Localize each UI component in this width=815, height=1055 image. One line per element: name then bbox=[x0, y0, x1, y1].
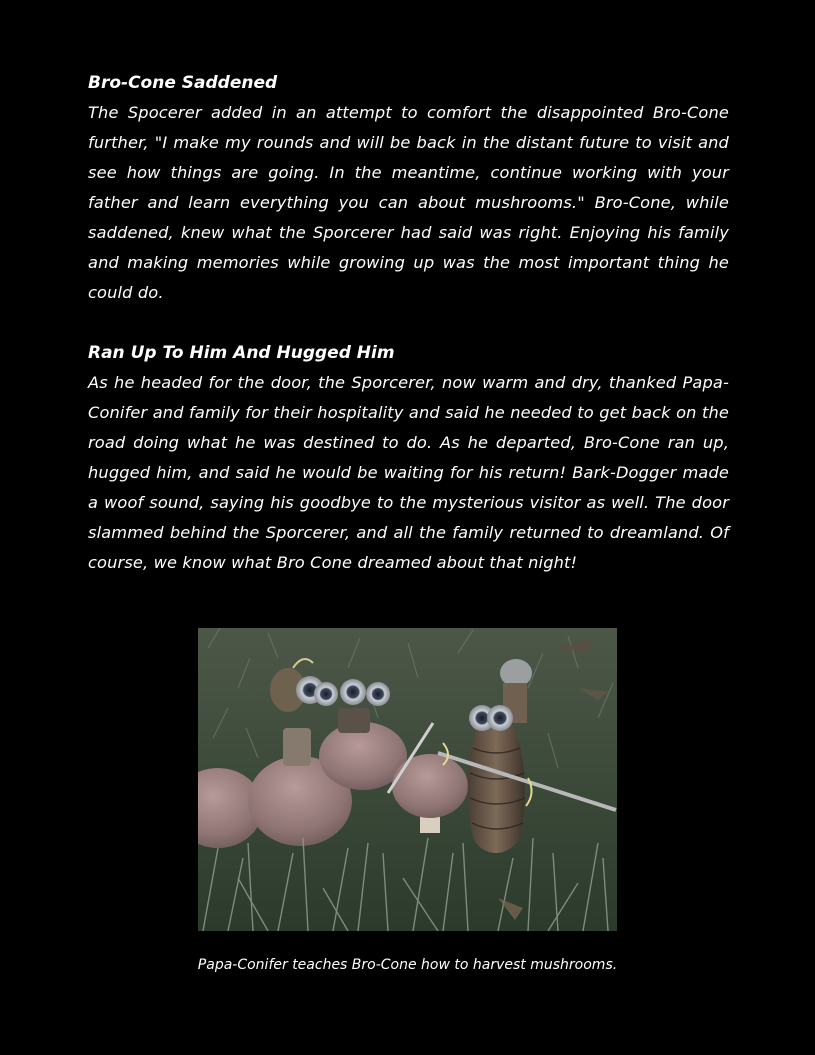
page-content bbox=[88, 68, 729, 578]
section-heading-bro-cone-saddened: Bro-Cone Saddened bbox=[88, 73, 278, 93]
figure-photo bbox=[198, 628, 617, 931]
mushroom-scene-illustration bbox=[198, 628, 617, 931]
section-body-bro-cone-saddened: The Spocerer added in an attempt to comfort the disappointed Bro-Cone further, "I make my rounds and will be back in the distant future to visit and see how things are going. In the meantime, continue working with your father and learn everything you can about mushrooms." Bro-Cone, while saddened, knew what the Sporcerer had said was right. Enjoying his family and making memories while growing up was the most important thing he could do. bbox=[88, 103, 729, 302]
figure-caption: Papa-Conifer teaches Bro-Cone how to harvest mushrooms. bbox=[197, 957, 618, 973]
section-heading-ran-up: Ran Up To Him And Hugged Him bbox=[88, 343, 395, 363]
section-spacer bbox=[88, 308, 729, 338]
section-body-ran-up: As he headed for the door, the Sporcerer, now warm and dry, thanked Papa-Conifer and family for their hospitality and said he needed to get back on the road doing what he was destined to do. As he departed, Bro-Cone ran up, hugged him, and said he would be waiting for his return! Bark-Dogger made a woof sound, saying his goodbye to the mysterious visitor as well. The door slammed behind the Sporcerer, and all the family returned to dreamland. Of course, we know what Bro Cone dreamed about that night! bbox=[88, 373, 729, 572]
